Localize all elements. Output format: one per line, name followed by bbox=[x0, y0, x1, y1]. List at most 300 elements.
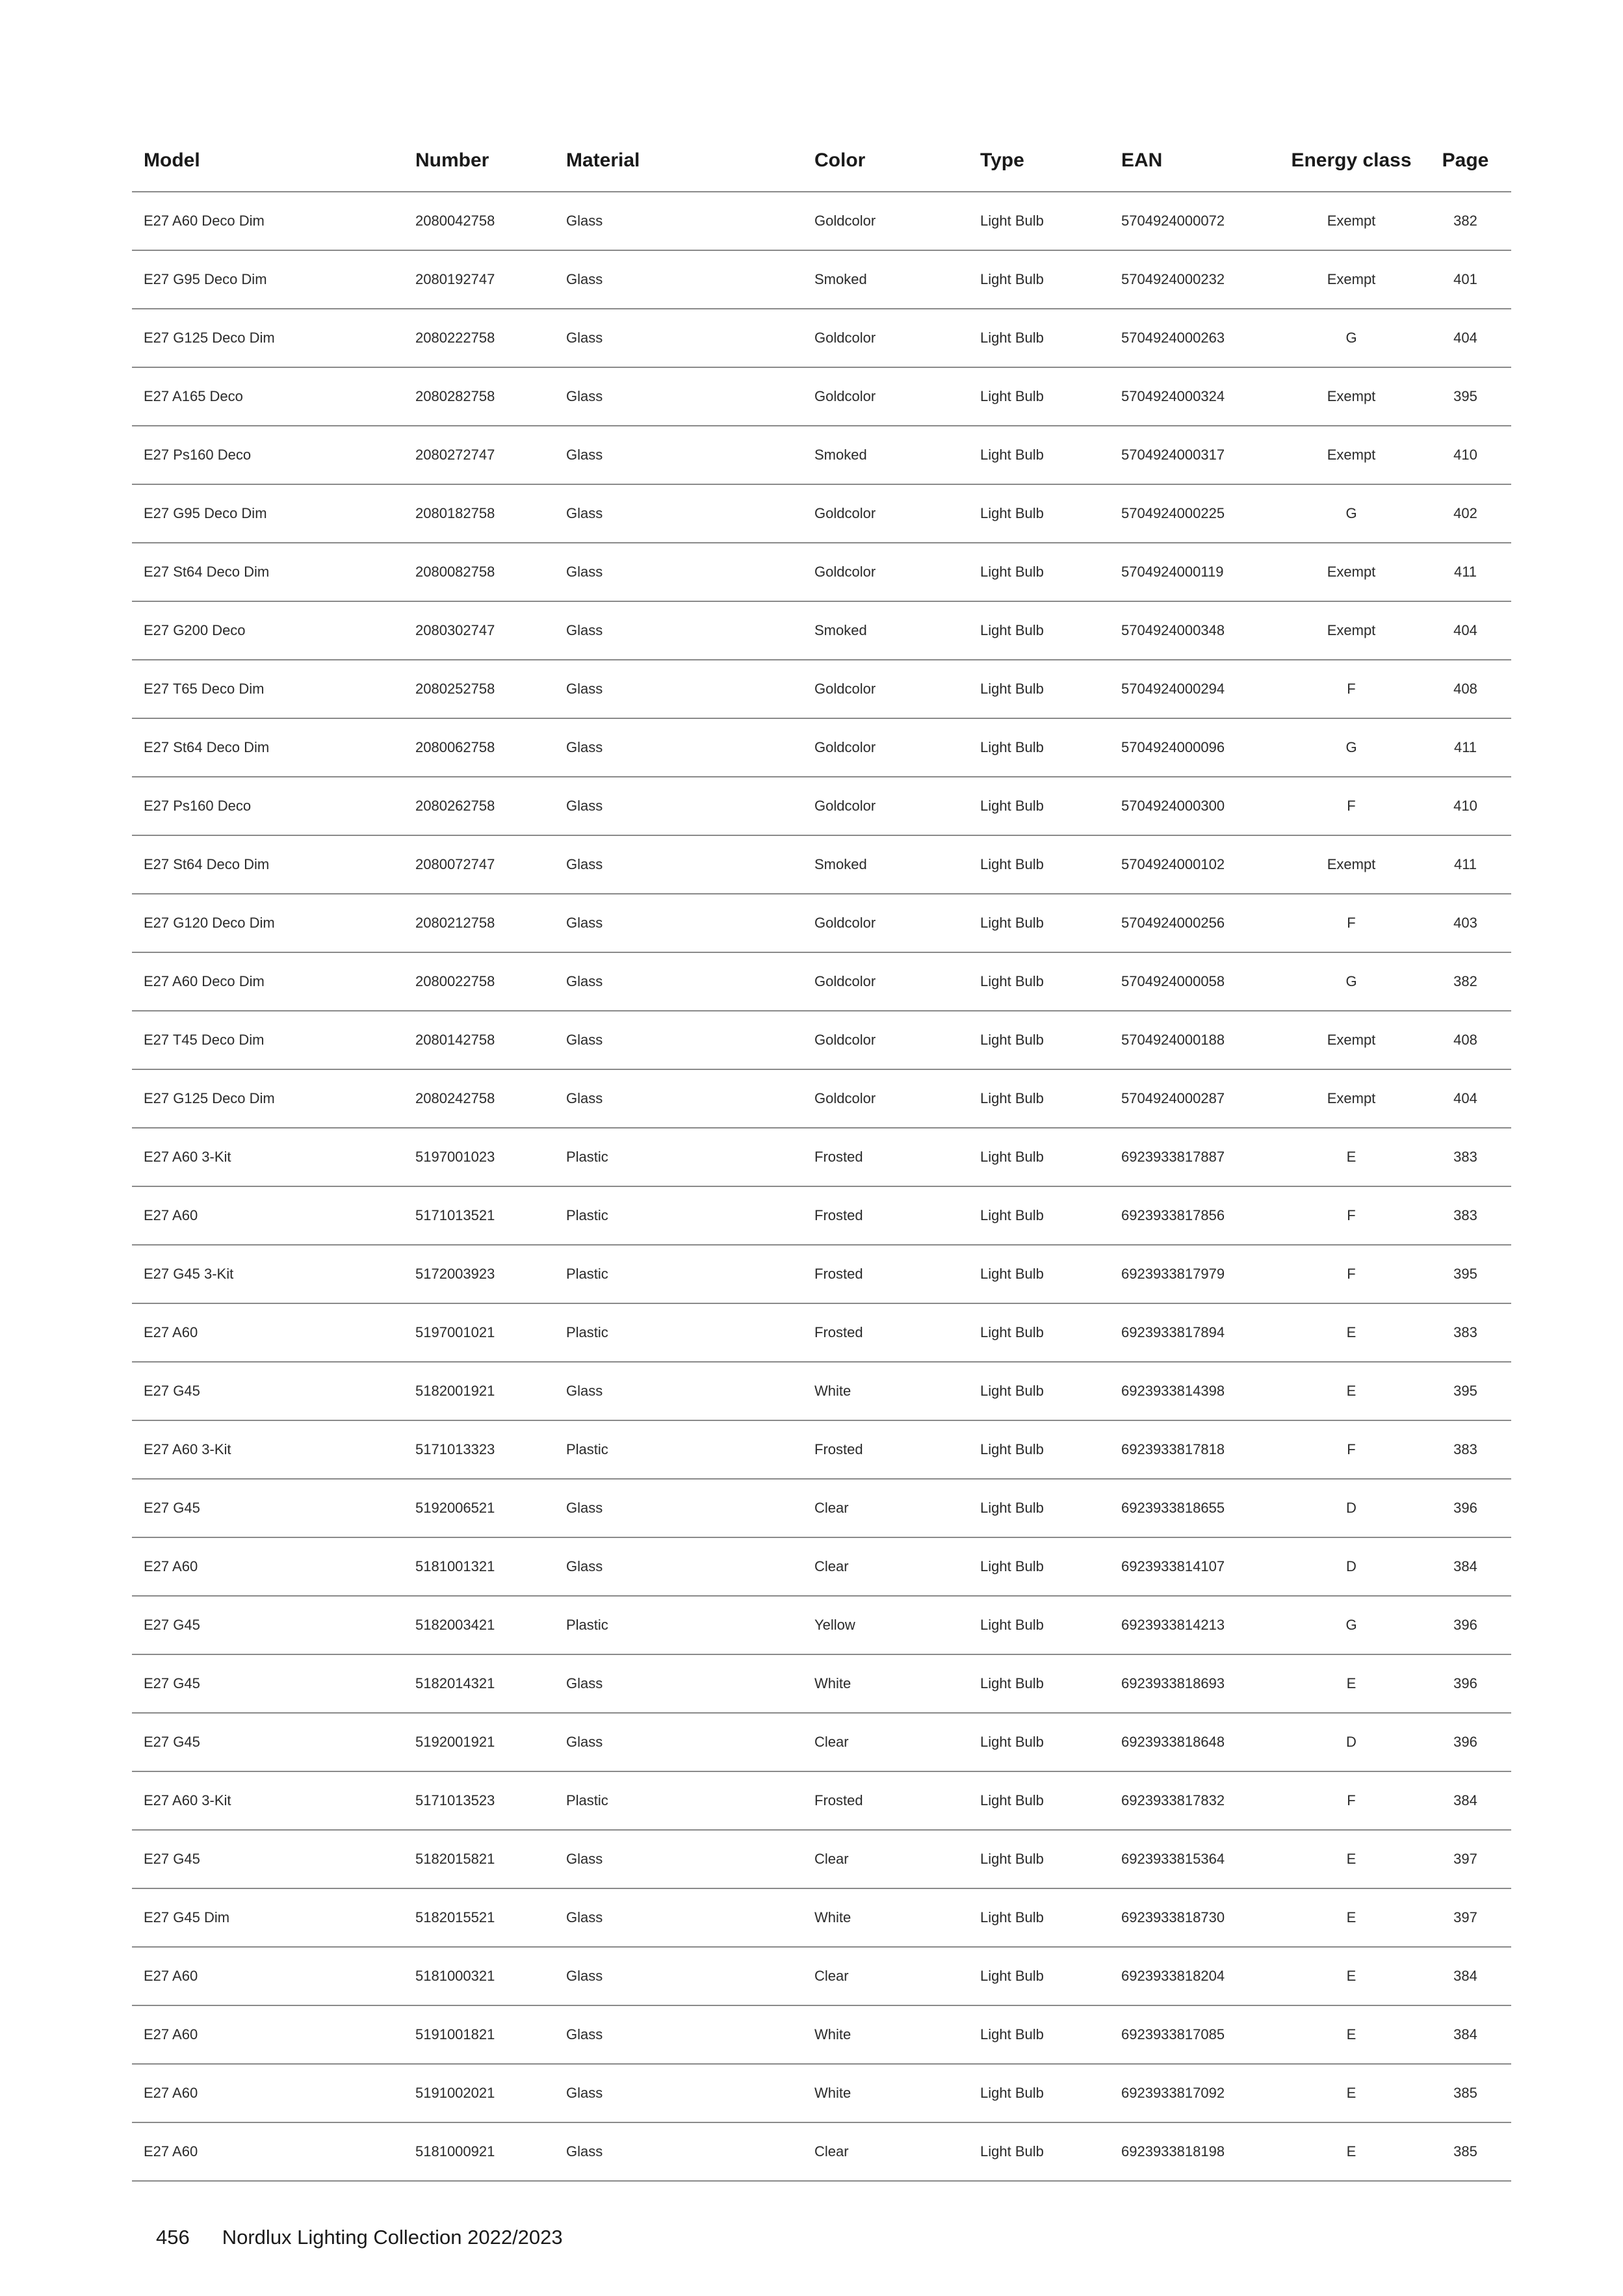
cell-number: 5182015821 bbox=[404, 1830, 554, 1888]
cell-ean: 6923933818648 bbox=[1110, 1713, 1283, 1771]
cell-material: Plastic bbox=[554, 1128, 803, 1186]
cell-type: Light Bulb bbox=[968, 1537, 1110, 1596]
cell-page: 404 bbox=[1420, 1069, 1511, 1128]
cell-page: 396 bbox=[1420, 1713, 1511, 1771]
cell-model: E27 G45 bbox=[132, 1362, 404, 1420]
cell-energy-class: E bbox=[1283, 1128, 1420, 1186]
cell-number: 2080192747 bbox=[404, 250, 554, 309]
cell-type: Light Bulb bbox=[968, 1713, 1110, 1771]
cell-ean: 6923933814107 bbox=[1110, 1537, 1283, 1596]
cell-model: E27 A60 bbox=[132, 1537, 404, 1596]
cell-material: Glass bbox=[554, 1011, 803, 1069]
cell-number: 5181000921 bbox=[404, 2122, 554, 2181]
cell-material: Glass bbox=[554, 777, 803, 835]
cell-material: Glass bbox=[554, 952, 803, 1011]
table-row bbox=[132, 309, 1511, 367]
table-row bbox=[132, 367, 1511, 426]
table-header-row bbox=[132, 130, 1511, 192]
cell-number: 5182001921 bbox=[404, 1362, 554, 1420]
cell-material: Glass bbox=[554, 2122, 803, 2181]
cell-number: 5181001321 bbox=[404, 1537, 554, 1596]
cell-color: Frosted bbox=[803, 1771, 968, 1830]
cell-material: Glass bbox=[554, 426, 803, 484]
table-row bbox=[132, 1479, 1511, 1537]
cell-type: Light Bulb bbox=[968, 1128, 1110, 1186]
cell-color: White bbox=[803, 2005, 968, 2064]
cell-page: 385 bbox=[1420, 2064, 1511, 2122]
table-row bbox=[132, 952, 1511, 1011]
cell-energy-class: E bbox=[1283, 1654, 1420, 1713]
cell-color: Frosted bbox=[803, 1245, 968, 1303]
cell-energy-class: G bbox=[1283, 1596, 1420, 1654]
cell-material: Glass bbox=[554, 250, 803, 309]
cell-ean: 5704924000232 bbox=[1110, 250, 1283, 309]
cell-number: 5182003421 bbox=[404, 1596, 554, 1654]
cell-page: 396 bbox=[1420, 1479, 1511, 1537]
cell-number: 5197001023 bbox=[404, 1128, 554, 1186]
cell-model: E27 A60 Deco Dim bbox=[132, 192, 404, 250]
cell-model: E27 G95 Deco Dim bbox=[132, 484, 404, 543]
cell-material: Glass bbox=[554, 1069, 803, 1128]
cell-color: Yellow bbox=[803, 1596, 968, 1654]
table-row bbox=[132, 543, 1511, 601]
cell-page: 408 bbox=[1420, 1011, 1511, 1069]
cell-ean: 5704924000188 bbox=[1110, 1011, 1283, 1069]
cell-energy-class: F bbox=[1283, 777, 1420, 835]
cell-material: Glass bbox=[554, 192, 803, 250]
cell-energy-class: Exempt bbox=[1283, 367, 1420, 426]
cell-energy-class: Exempt bbox=[1283, 543, 1420, 601]
cell-type: Light Bulb bbox=[968, 1186, 1110, 1245]
cell-ean: 5704924000058 bbox=[1110, 952, 1283, 1011]
cell-number: 2080252758 bbox=[404, 660, 554, 718]
cell-model: E27 G45 bbox=[132, 1713, 404, 1771]
cell-ean: 5704924000324 bbox=[1110, 367, 1283, 426]
cell-energy-class: Exempt bbox=[1283, 1069, 1420, 1128]
cell-energy-class: G bbox=[1283, 309, 1420, 367]
cell-color: Smoked bbox=[803, 426, 968, 484]
cell-model: E27 G45 bbox=[132, 1596, 404, 1654]
cell-color: Smoked bbox=[803, 835, 968, 894]
cell-model: E27 St64 Deco Dim bbox=[132, 543, 404, 601]
cell-energy-class: E bbox=[1283, 2064, 1420, 2122]
cell-material: Glass bbox=[554, 2064, 803, 2122]
table-row bbox=[132, 1303, 1511, 1362]
cell-type: Light Bulb bbox=[968, 894, 1110, 952]
cell-ean: 5704924000072 bbox=[1110, 192, 1283, 250]
table-row bbox=[132, 1888, 1511, 1947]
table-row bbox=[132, 1069, 1511, 1128]
cell-energy-class: Exempt bbox=[1283, 192, 1420, 250]
cell-page: 404 bbox=[1420, 309, 1511, 367]
cell-number: 5171013523 bbox=[404, 1771, 554, 1830]
cell-energy-class: G bbox=[1283, 484, 1420, 543]
cell-energy-class: Exempt bbox=[1283, 250, 1420, 309]
cell-energy-class: D bbox=[1283, 1537, 1420, 1596]
cell-color: Goldcolor bbox=[803, 543, 968, 601]
table-row bbox=[132, 1245, 1511, 1303]
cell-type: Light Bulb bbox=[968, 484, 1110, 543]
cell-energy-class: E bbox=[1283, 2005, 1420, 2064]
cell-material: Glass bbox=[554, 543, 803, 601]
header-material: Material bbox=[554, 130, 803, 192]
cell-ean: 5704924000317 bbox=[1110, 426, 1283, 484]
cell-type: Light Bulb bbox=[968, 192, 1110, 250]
header-page: Page bbox=[1420, 130, 1511, 192]
cell-color: Goldcolor bbox=[803, 952, 968, 1011]
footer-title: Nordlux Lighting Collection 2022/2023 bbox=[222, 2226, 563, 2249]
cell-number: 5197001021 bbox=[404, 1303, 554, 1362]
cell-type: Light Bulb bbox=[968, 952, 1110, 1011]
cell-model: E27 G45 bbox=[132, 1479, 404, 1537]
cell-energy-class: F bbox=[1283, 1771, 1420, 1830]
cell-ean: 5704924000294 bbox=[1110, 660, 1283, 718]
cell-material: Glass bbox=[554, 2005, 803, 2064]
cell-type: Light Bulb bbox=[968, 1830, 1110, 1888]
cell-model: E27 A60 3-Kit bbox=[132, 1128, 404, 1186]
cell-ean: 5704924000348 bbox=[1110, 601, 1283, 660]
table-row bbox=[132, 777, 1511, 835]
cell-number: 5192001921 bbox=[404, 1713, 554, 1771]
cell-number: 2080262758 bbox=[404, 777, 554, 835]
cell-type: Light Bulb bbox=[968, 426, 1110, 484]
cell-page: 403 bbox=[1420, 894, 1511, 952]
cell-color: White bbox=[803, 1362, 968, 1420]
cell-page: 411 bbox=[1420, 543, 1511, 601]
cell-color: Goldcolor bbox=[803, 367, 968, 426]
cell-material: Plastic bbox=[554, 1420, 803, 1479]
cell-number: 2080302747 bbox=[404, 601, 554, 660]
cell-page: 385 bbox=[1420, 2122, 1511, 2181]
cell-color: White bbox=[803, 1888, 968, 1947]
cell-energy-class: E bbox=[1283, 1303, 1420, 1362]
cell-type: Light Bulb bbox=[968, 1771, 1110, 1830]
cell-color: Frosted bbox=[803, 1303, 968, 1362]
cell-page: 384 bbox=[1420, 1947, 1511, 2005]
cell-number: 2080212758 bbox=[404, 894, 554, 952]
cell-material: Glass bbox=[554, 309, 803, 367]
cell-material: Glass bbox=[554, 1654, 803, 1713]
cell-type: Light Bulb bbox=[968, 777, 1110, 835]
cell-material: Glass bbox=[554, 1888, 803, 1947]
cell-model: E27 A60 3-Kit bbox=[132, 1771, 404, 1830]
cell-material: Plastic bbox=[554, 1245, 803, 1303]
table-row bbox=[132, 1362, 1511, 1420]
cell-page: 397 bbox=[1420, 1888, 1511, 1947]
table-row bbox=[132, 894, 1511, 952]
cell-model: E27 A60 Deco Dim bbox=[132, 952, 404, 1011]
cell-color: Smoked bbox=[803, 601, 968, 660]
header-color: Color bbox=[803, 130, 968, 192]
cell-number: 2080272747 bbox=[404, 426, 554, 484]
cell-ean: 5704924000096 bbox=[1110, 718, 1283, 777]
cell-material: Glass bbox=[554, 1537, 803, 1596]
cell-type: Light Bulb bbox=[968, 367, 1110, 426]
cell-model: E27 St64 Deco Dim bbox=[132, 835, 404, 894]
cell-material: Glass bbox=[554, 1947, 803, 2005]
table-row bbox=[132, 2064, 1511, 2122]
cell-material: Glass bbox=[554, 835, 803, 894]
cell-number: 2080022758 bbox=[404, 952, 554, 1011]
cell-color: Clear bbox=[803, 1537, 968, 1596]
cell-type: Light Bulb bbox=[968, 1654, 1110, 1713]
cell-energy-class: E bbox=[1283, 2122, 1420, 2181]
table-row bbox=[132, 1011, 1511, 1069]
cell-page: 396 bbox=[1420, 1596, 1511, 1654]
cell-model: E27 G45 bbox=[132, 1830, 404, 1888]
cell-ean: 5704924000256 bbox=[1110, 894, 1283, 952]
table-row bbox=[132, 484, 1511, 543]
table-row bbox=[132, 1713, 1511, 1771]
cell-type: Light Bulb bbox=[968, 250, 1110, 309]
cell-material: Glass bbox=[554, 1479, 803, 1537]
cell-color: Frosted bbox=[803, 1186, 968, 1245]
cell-type: Light Bulb bbox=[968, 2005, 1110, 2064]
cell-model: E27 G120 Deco Dim bbox=[132, 894, 404, 952]
cell-number: 2080242758 bbox=[404, 1069, 554, 1128]
cell-color: Frosted bbox=[803, 1420, 968, 1479]
table-row bbox=[132, 660, 1511, 718]
product-table bbox=[132, 130, 1511, 2182]
page-footer bbox=[156, 2226, 563, 2249]
cell-energy-class: E bbox=[1283, 1830, 1420, 1888]
cell-color: Goldcolor bbox=[803, 484, 968, 543]
table-row bbox=[132, 1596, 1511, 1654]
cell-page: 382 bbox=[1420, 952, 1511, 1011]
cell-page: 384 bbox=[1420, 1771, 1511, 1830]
cell-number: 2080142758 bbox=[404, 1011, 554, 1069]
cell-page: 383 bbox=[1420, 1420, 1511, 1479]
cell-page: 411 bbox=[1420, 718, 1511, 777]
cell-material: Glass bbox=[554, 1362, 803, 1420]
table-row bbox=[132, 250, 1511, 309]
cell-material: Glass bbox=[554, 894, 803, 952]
table-row bbox=[132, 1186, 1511, 1245]
cell-type: Light Bulb bbox=[968, 601, 1110, 660]
table-row bbox=[132, 1128, 1511, 1186]
table-row bbox=[132, 1830, 1511, 1888]
cell-energy-class: E bbox=[1283, 1888, 1420, 1947]
cell-type: Light Bulb bbox=[968, 2064, 1110, 2122]
footer-page-number: 456 bbox=[156, 2226, 190, 2249]
cell-type: Light Bulb bbox=[968, 1947, 1110, 2005]
cell-color: Smoked bbox=[803, 250, 968, 309]
cell-model: E27 T65 Deco Dim bbox=[132, 660, 404, 718]
cell-material: Plastic bbox=[554, 1596, 803, 1654]
cell-ean: 6923933818693 bbox=[1110, 1654, 1283, 1713]
cell-type: Light Bulb bbox=[968, 718, 1110, 777]
table-row bbox=[132, 1420, 1511, 1479]
cell-model: E27 A60 bbox=[132, 2122, 404, 2181]
header-energy-class: Energy class bbox=[1283, 130, 1420, 192]
cell-model: E27 Ps160 Deco bbox=[132, 777, 404, 835]
cell-energy-class: D bbox=[1283, 1479, 1420, 1537]
cell-number: 2080082758 bbox=[404, 543, 554, 601]
cell-model: E27 G45 Dim bbox=[132, 1888, 404, 1947]
cell-page: 395 bbox=[1420, 1362, 1511, 1420]
header-model: Model bbox=[132, 130, 404, 192]
cell-color: Clear bbox=[803, 2122, 968, 2181]
cell-ean: 6923933817085 bbox=[1110, 2005, 1283, 2064]
cell-ean: 6923933817832 bbox=[1110, 1771, 1283, 1830]
cell-color: Goldcolor bbox=[803, 309, 968, 367]
cell-energy-class: Exempt bbox=[1283, 835, 1420, 894]
cell-ean: 5704924000225 bbox=[1110, 484, 1283, 543]
cell-color: Goldcolor bbox=[803, 1069, 968, 1128]
cell-ean: 6923933817818 bbox=[1110, 1420, 1283, 1479]
cell-energy-class: Exempt bbox=[1283, 601, 1420, 660]
header-type: Type bbox=[968, 130, 1110, 192]
header-number: Number bbox=[404, 130, 554, 192]
cell-material: Glass bbox=[554, 484, 803, 543]
cell-color: Goldcolor bbox=[803, 718, 968, 777]
cell-color: Goldcolor bbox=[803, 894, 968, 952]
cell-color: Goldcolor bbox=[803, 192, 968, 250]
cell-model: E27 A60 bbox=[132, 1947, 404, 2005]
cell-model: E27 G125 Deco Dim bbox=[132, 309, 404, 367]
cell-model: E27 A60 bbox=[132, 1303, 404, 1362]
cell-color: Clear bbox=[803, 1830, 968, 1888]
cell-ean: 5704924000102 bbox=[1110, 835, 1283, 894]
cell-model: E27 G95 Deco Dim bbox=[132, 250, 404, 309]
cell-ean: 6923933817092 bbox=[1110, 2064, 1283, 2122]
table-row bbox=[132, 192, 1511, 250]
cell-ean: 6923933815364 bbox=[1110, 1830, 1283, 1888]
cell-type: Light Bulb bbox=[968, 1888, 1110, 1947]
cell-ean: 6923933817894 bbox=[1110, 1303, 1283, 1362]
cell-model: E27 Ps160 Deco bbox=[132, 426, 404, 484]
cell-energy-class: E bbox=[1283, 1947, 1420, 2005]
table-body bbox=[132, 192, 1511, 2181]
cell-page: 395 bbox=[1420, 1245, 1511, 1303]
cell-number: 5182015521 bbox=[404, 1888, 554, 1947]
cell-page: 383 bbox=[1420, 1186, 1511, 1245]
cell-ean: 6923933817856 bbox=[1110, 1186, 1283, 1245]
cell-material: Glass bbox=[554, 718, 803, 777]
table-row bbox=[132, 2005, 1511, 2064]
table-row bbox=[132, 601, 1511, 660]
cell-page: 401 bbox=[1420, 250, 1511, 309]
table-row bbox=[132, 835, 1511, 894]
cell-number: 2080282758 bbox=[404, 367, 554, 426]
table-row bbox=[132, 1654, 1511, 1713]
cell-color: Goldcolor bbox=[803, 660, 968, 718]
table-row bbox=[132, 1537, 1511, 1596]
cell-number: 5171013521 bbox=[404, 1186, 554, 1245]
cell-model: E27 G125 Deco Dim bbox=[132, 1069, 404, 1128]
cell-type: Light Bulb bbox=[968, 1303, 1110, 1362]
cell-energy-class: F bbox=[1283, 1186, 1420, 1245]
cell-page: 404 bbox=[1420, 601, 1511, 660]
cell-material: Plastic bbox=[554, 1186, 803, 1245]
cell-energy-class: F bbox=[1283, 894, 1420, 952]
cell-page: 397 bbox=[1420, 1830, 1511, 1888]
cell-material: Glass bbox=[554, 1830, 803, 1888]
cell-type: Light Bulb bbox=[968, 543, 1110, 601]
cell-color: White bbox=[803, 2064, 968, 2122]
cell-page: 395 bbox=[1420, 367, 1511, 426]
cell-ean: 6923933814398 bbox=[1110, 1362, 1283, 1420]
cell-page: 396 bbox=[1420, 1654, 1511, 1713]
cell-model: E27 G45 bbox=[132, 1654, 404, 1713]
cell-type: Light Bulb bbox=[968, 309, 1110, 367]
cell-number: 2080062758 bbox=[404, 718, 554, 777]
cell-page: 384 bbox=[1420, 1537, 1511, 1596]
cell-color: Goldcolor bbox=[803, 777, 968, 835]
cell-page: 382 bbox=[1420, 192, 1511, 250]
cell-page: 411 bbox=[1420, 835, 1511, 894]
cell-energy-class: F bbox=[1283, 660, 1420, 718]
cell-energy-class: Exempt bbox=[1283, 426, 1420, 484]
cell-ean: 6923933818655 bbox=[1110, 1479, 1283, 1537]
header-ean: EAN bbox=[1110, 130, 1283, 192]
cell-model: E27 A60 3-Kit bbox=[132, 1420, 404, 1479]
cell-model: E27 G45 3-Kit bbox=[132, 1245, 404, 1303]
cell-material: Glass bbox=[554, 660, 803, 718]
table-row bbox=[132, 718, 1511, 777]
cell-page: 402 bbox=[1420, 484, 1511, 543]
cell-energy-class: G bbox=[1283, 718, 1420, 777]
cell-number: 5191002021 bbox=[404, 2064, 554, 2122]
cell-material: Glass bbox=[554, 367, 803, 426]
cell-ean: 6923933818198 bbox=[1110, 2122, 1283, 2181]
cell-number: 5171013323 bbox=[404, 1420, 554, 1479]
cell-number: 5172003923 bbox=[404, 1245, 554, 1303]
cell-model: E27 A60 bbox=[132, 2005, 404, 2064]
cell-material: Glass bbox=[554, 1713, 803, 1771]
cell-ean: 6923933818730 bbox=[1110, 1888, 1283, 1947]
cell-material: Plastic bbox=[554, 1771, 803, 1830]
cell-energy-class: E bbox=[1283, 1362, 1420, 1420]
cell-energy-class: F bbox=[1283, 1420, 1420, 1479]
cell-type: Light Bulb bbox=[968, 1362, 1110, 1420]
cell-page: 410 bbox=[1420, 426, 1511, 484]
cell-color: Clear bbox=[803, 1479, 968, 1537]
cell-energy-class: Exempt bbox=[1283, 1011, 1420, 1069]
cell-ean: 6923933817979 bbox=[1110, 1245, 1283, 1303]
cell-ean: 5704924000300 bbox=[1110, 777, 1283, 835]
cell-type: Light Bulb bbox=[968, 1420, 1110, 1479]
cell-model: E27 A60 bbox=[132, 1186, 404, 1245]
cell-type: Light Bulb bbox=[968, 1245, 1110, 1303]
cell-ean: 5704924000287 bbox=[1110, 1069, 1283, 1128]
cell-page: 383 bbox=[1420, 1303, 1511, 1362]
cell-model: E27 A165 Deco bbox=[132, 367, 404, 426]
cell-type: Light Bulb bbox=[968, 1011, 1110, 1069]
cell-color: Clear bbox=[803, 1713, 968, 1771]
cell-ean: 6923933817887 bbox=[1110, 1128, 1283, 1186]
cell-color: White bbox=[803, 1654, 968, 1713]
cell-type: Light Bulb bbox=[968, 1069, 1110, 1128]
table-row bbox=[132, 426, 1511, 484]
cell-color: Clear bbox=[803, 1947, 968, 2005]
cell-model: E27 A60 bbox=[132, 2064, 404, 2122]
cell-page: 408 bbox=[1420, 660, 1511, 718]
cell-model: E27 T45 Deco Dim bbox=[132, 1011, 404, 1069]
cell-number: 5182014321 bbox=[404, 1654, 554, 1713]
cell-type: Light Bulb bbox=[968, 835, 1110, 894]
cell-number: 2080042758 bbox=[404, 192, 554, 250]
cell-energy-class: D bbox=[1283, 1713, 1420, 1771]
cell-ean: 6923933818204 bbox=[1110, 1947, 1283, 2005]
cell-number: 5192006521 bbox=[404, 1479, 554, 1537]
cell-number: 2080072747 bbox=[404, 835, 554, 894]
cell-ean: 5704924000119 bbox=[1110, 543, 1283, 601]
cell-energy-class: F bbox=[1283, 1245, 1420, 1303]
cell-model: E27 G200 Deco bbox=[132, 601, 404, 660]
cell-color: Frosted bbox=[803, 1128, 968, 1186]
cell-color: Goldcolor bbox=[803, 1011, 968, 1069]
